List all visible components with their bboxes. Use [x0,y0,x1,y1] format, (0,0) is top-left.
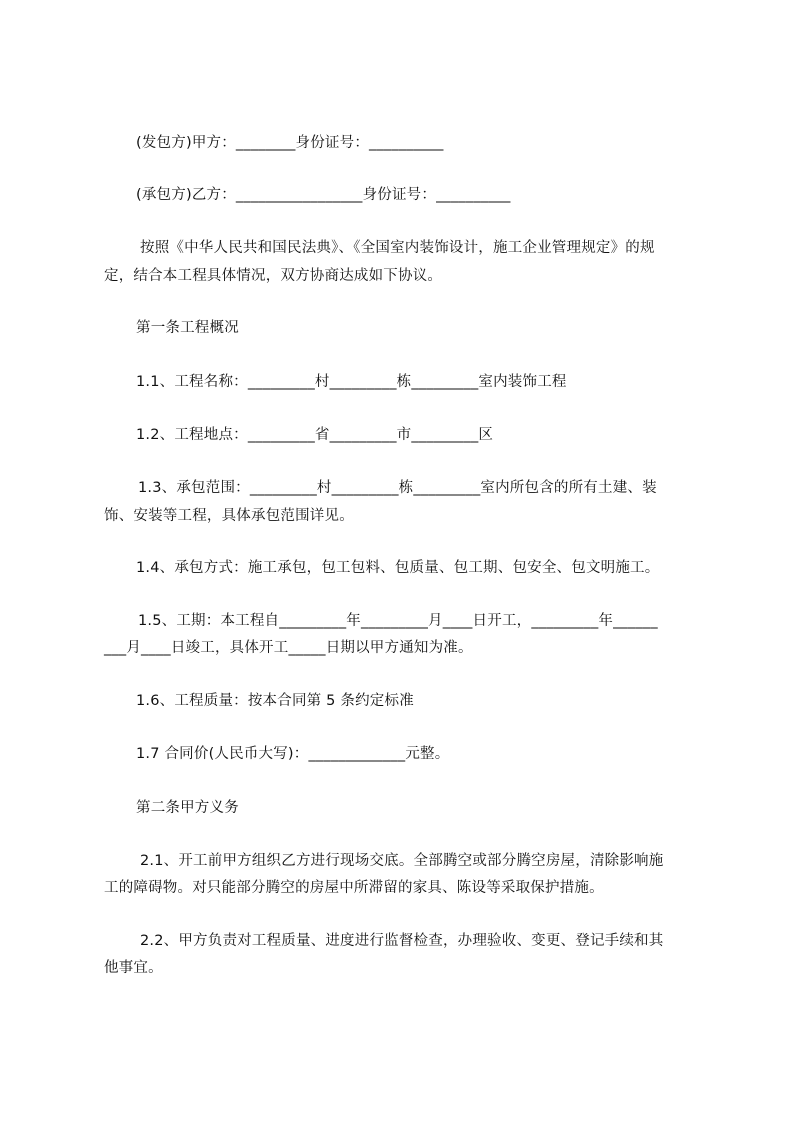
clause-2-2-line-2: 他事宜。 [104,960,163,976]
clause-1-5-line-1: 1.5、工期：本工程自_________年_________月____日开工，_________年______ [138,613,658,629]
party-b-line: (承包方)乙方：_________________身份证号：__________ [136,187,511,203]
intro-line-2: 定，结合本工程具体情况，双方协商达成如下协议。 [104,268,443,284]
clause-1-1: 1.1、工程名称：_________村_________栋_________室内装饰工程 [136,374,567,390]
clause-1-7: 1.7 合同价(人民币大写)：_____________元整。 [136,746,450,762]
clause-1-3-line-2: 饰、安装等工程，具体承包范围详见。 [104,508,354,524]
party-a-line: (发包方)甲方：________身份证号：__________ [136,135,444,151]
clause-1-5-line-2: ___月____日竣工，具体开工_____日期以甲方通知为准。 [104,640,473,656]
clause-2-1-line-1: 2.1、开工前甲方组织乙方进行现场交底。全部腾空或部分腾空房屋，清除影响施 [140,853,664,869]
clause-2-1-line-2: 工的障碍物。对只能部分腾空的房屋中所滞留的家具、陈设等采取保护措施。 [104,880,604,896]
clause-1-2: 1.2、工程地点：_________省_________市_________区 [136,427,494,443]
intro-line-1: 按照《中华人民共和国民法典》、《全国室内装饰设计，施工企业管理规定》的规 [140,240,655,256]
article-1-title: 第一条工程概况 [136,320,239,336]
clause-2-2-line-1: 2.2、甲方负责对工程质量、进度进行监督检查，办理验收、变更、登记手续和其 [140,933,664,949]
clause-1-4: 1.4、承包方式：施工承包，包工包料、包质量、包工期、包安全、包文明施工。 [136,560,660,576]
clause-1-3-line-1: 1.3、承包范围：_________村_________栋_________室内所包含的所有土建、装 [138,480,657,496]
clause-1-6: 1.6、工程质量：按本合同第 5 条约定标准 [136,693,414,709]
article-2-title: 第二条甲方义务 [136,800,239,816]
